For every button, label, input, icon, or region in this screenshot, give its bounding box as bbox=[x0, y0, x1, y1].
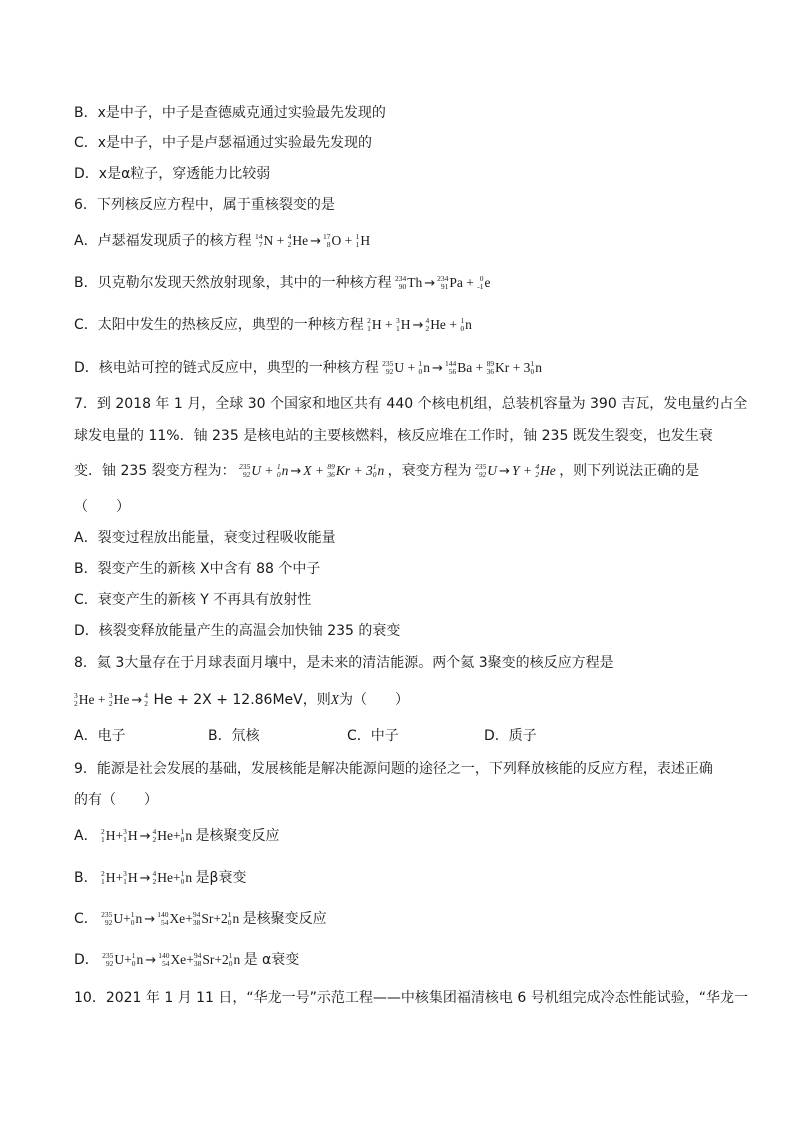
q6-option-b-text: B．贝克勒尔发现天然放射现象，其中的一种核方程 bbox=[74, 275, 392, 291]
q9-stem-line-2: 的有（ ） bbox=[74, 792, 158, 808]
q7-option-d: D．核裂变释放能量产生的高温会加快铀 235 的衰变 bbox=[74, 623, 401, 639]
q6-option-d bbox=[74, 358, 542, 379]
q9-option-b-equation: 2 1 H+ 3 1 H → 4 2 He+ 1 0 n bbox=[100, 868, 193, 886]
q8-options bbox=[74, 726, 537, 746]
q7-stem-line-3 bbox=[74, 461, 699, 482]
q8-stem: 8．氦 3大量存在于月球表面月壤中，是未来的清洁能源。两个氦 3聚变的核反应方程是 bbox=[74, 655, 614, 671]
q9-option-b-tail: 是β衰变 bbox=[195, 870, 247, 886]
q9-option-a bbox=[74, 826, 279, 847]
q7-fission-equation: 235 92 U + 1 0 n → X + 89 36 Kr + 3 1 0 n bbox=[239, 461, 385, 479]
q8-option-a: A．电子 bbox=[74, 728, 126, 744]
q9-option-b-label: B． bbox=[74, 870, 98, 886]
q6-option-a-equation: 14 7 N + 4 2 He → 17 8 O + 1 1 H bbox=[254, 231, 371, 249]
q7-text-b: ，衰变方程为 bbox=[387, 463, 472, 479]
document-page bbox=[74, 0, 748, 1123]
q8-equation-tail: He + 2X + 12.86MeV，则 bbox=[149, 692, 331, 708]
q9-option-d-equation: 235 92 U+ 1 0 n → 140 54 Xe+ 94 38 Sr+2 1 0 n bbox=[102, 950, 241, 968]
q9-option-d-tail: 是 α衰变 bbox=[243, 952, 300, 968]
q9-option-d-label: D． bbox=[74, 952, 99, 968]
q9-option-d bbox=[74, 950, 299, 971]
q8-equation: 3 2 He + 3 2 He → 4 2 bbox=[74, 690, 149, 708]
q6-option-c bbox=[74, 315, 472, 336]
q6-option-d-text: D．核电站可控的链式反应中，典型的一种核方程 bbox=[74, 360, 379, 376]
q6-option-b-equation: 234 90 Th → 234 91 Pa + 0 -1 e bbox=[394, 273, 491, 291]
q8-option-b: B．氘核 bbox=[208, 728, 260, 744]
q7-text-c: ，则下列说法正确的是 bbox=[559, 463, 700, 479]
q5-option-c: C．x是中子，中子是卢瑟福通过实验最先发现的 bbox=[74, 135, 373, 151]
q10-stem: 10．2021 年 1 月 11 日，“华龙一号”示范工程——中核集团福清核电 6 号机组完成冷态性能试验，“华龙一 bbox=[74, 990, 748, 1006]
q6-option-c-text: C．太阳中发生的热核反应，典型的一种核方程 bbox=[74, 317, 364, 333]
q7-answer-paren: （ ） bbox=[74, 499, 130, 515]
q9-option-a-equation: 2 1 H+ 3 1 H → 4 2 He+ 1 0 n bbox=[100, 826, 193, 844]
q9-option-c-tail: 是核聚变反应 bbox=[242, 911, 327, 927]
q8-option-d: D．质子 bbox=[484, 728, 537, 744]
q8-unknown-x: X bbox=[330, 692, 339, 707]
q7-option-b: B．裂变产生的新核 X中含有 88 个中子 bbox=[74, 561, 321, 577]
q5-option-d: D．x是α粒子，穿透能力比较弱 bbox=[74, 166, 271, 182]
q7-stem-line-2: 球发电量的 11%．铀 235 是核电站的主要核燃料，核反应堆在工作时，铀 235 既发生裂变，也发生衰 bbox=[74, 428, 713, 444]
q8-question-tail: 为（ ） bbox=[338, 692, 409, 708]
q8-equation-line bbox=[74, 690, 409, 711]
q9-option-b bbox=[74, 868, 246, 889]
q6-stem: 6．下列核反应方程中，属于重核裂变的是 bbox=[74, 197, 335, 213]
q9-option-c bbox=[74, 909, 327, 930]
q7-stem-line-1: 7．到 2018 年 1 月，全球 30 个国家和地区共有 440 个核电机组，总装机容量为 390 吉瓦，发电量约占全 bbox=[74, 396, 748, 412]
q7-option-c: C．衰变产生的新核 Y 不再具有放射性 bbox=[74, 592, 312, 608]
q6-option-a bbox=[74, 231, 370, 252]
q9-option-c-label: C． bbox=[74, 911, 98, 927]
q8-option-c: C．中子 bbox=[347, 728, 399, 744]
q9-option-c-equation: 235 92 U+ 1 0 n → 140 54 Xe+ 94 38 Sr+2 1 0 n bbox=[101, 909, 240, 927]
q6-option-b bbox=[74, 273, 491, 294]
q9-option-a-tail: 是核聚变反应 bbox=[195, 828, 280, 844]
q7-text-a: 变．铀 235 裂变方程为： bbox=[74, 463, 236, 479]
q9-option-a-label: A． bbox=[74, 828, 98, 844]
q6-option-c-equation: 2 1 H + 3 1 H → 4 2 He + 1 0 n bbox=[367, 315, 472, 333]
q6-option-a-text: A．卢瑟福发现质子的核方程 bbox=[74, 233, 252, 249]
q9-stem-line-1: 9．能源是社会发展的基础，发展核能是解决能源问题的途径之一，下列释放核能的反应方程，表述正确 bbox=[74, 761, 713, 777]
q7-option-a: A．裂变过程放出能量，衰变过程吸收能量 bbox=[74, 530, 336, 546]
q7-decay-equation: 235 92 U → Y + 4 2 He bbox=[475, 461, 556, 479]
q6-option-d-equation: 235 92 U + 1 0 n → 144 56 Ba + 89 36 Kr + 3 1 0 n bbox=[382, 358, 542, 376]
q5-option-b: B．x是中子，中子是查德威克通过实验最先发现的 bbox=[74, 105, 386, 121]
